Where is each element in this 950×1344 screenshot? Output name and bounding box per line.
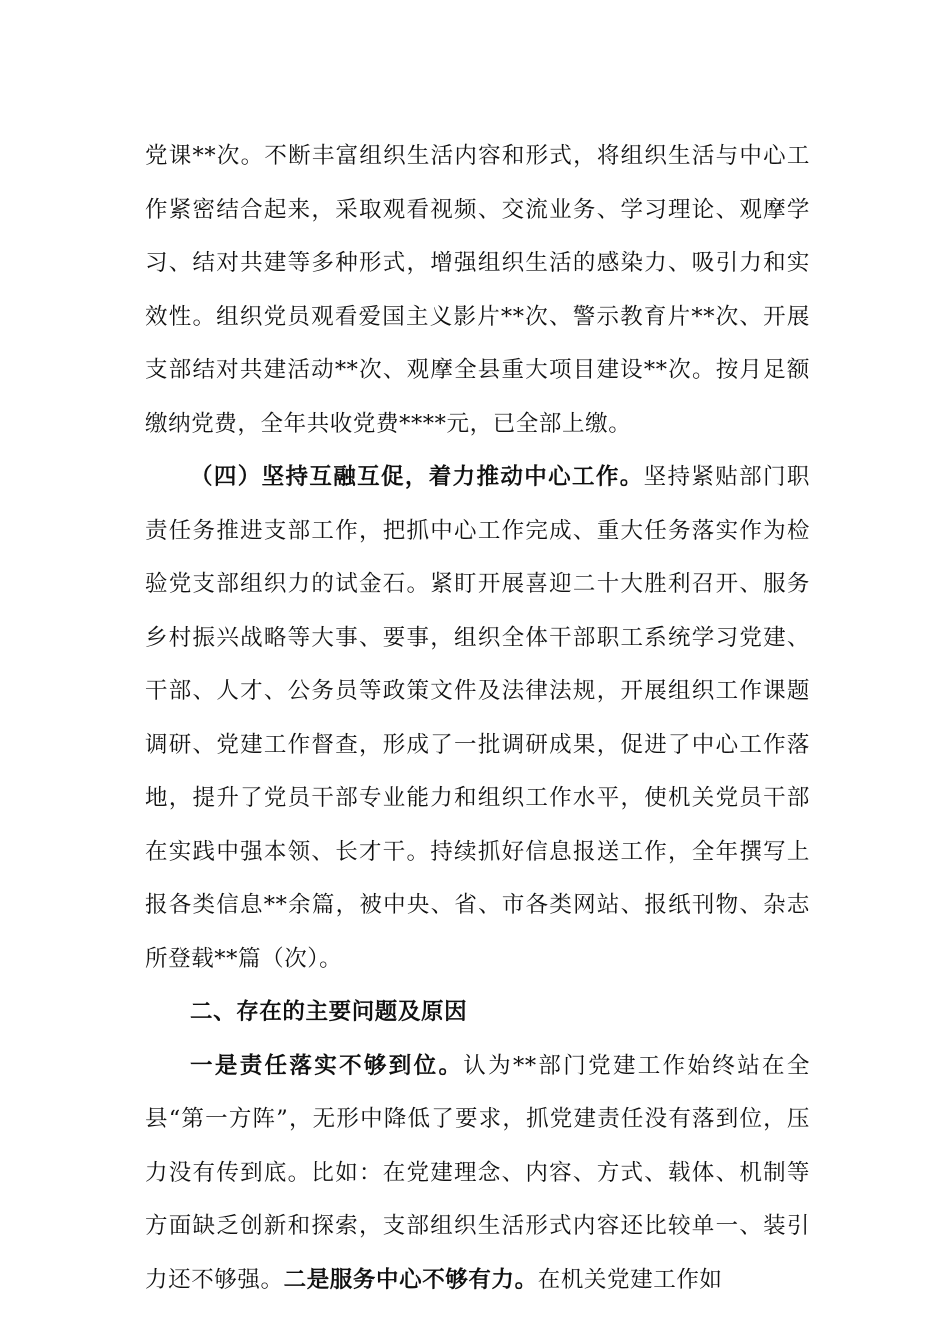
paragraph-central-work: [145, 451, 810, 986]
paragraph-lead-heading: （四）坚持互融互促，着力推动中心工作。: [190, 464, 644, 490]
paragraph-lead-heading: 一是责任落实不够到位。: [190, 1052, 464, 1079]
paragraph-text: 党课**次。不断丰富组织生活内容和形式，将组织生活与中心工作紧密结合起来，采取观看视频、交流业务、学习理论、观摩学习、结对共建等多种形式，增强组织生活的感染力、吸引力和实效性。组织党员观看爱国主义影片**次、警示教育片**次、开展支部结对共建活动**次、观摩全县重大项目建设**次。按月足额缴纳党费，全年共收党费****元，已全部上缴。: [145, 143, 810, 437]
paragraph-problems: [145, 1040, 810, 1308]
document-body: [145, 130, 810, 1307]
paragraph-text: 坚持紧贴部门职责任务推进支部工作，把抓中心工作完成、重大任务落实作为检验党支部组织力的试金石。紧盯开展喜迎二十大胜利召开、服务乡村振兴战略等大事、要事，组织全体干部职工系统学习党建、干部、人才、公务员等政策文件及法律法规，开展组织工作课题调研、党建工作督查，形成了一批调研成果，促进了中心工作落地，提升了党员干部专业能力和组织工作水平，使机关党员干部在实践中强本领、长才干。持续抓好信息报送工作，全年撰写上报各类信息**余篇，被中央、省、市各类网站、报纸刊物、杂志所登载**篇（次）。: [145, 464, 810, 972]
paragraph-text: 认为**部门党建工作始终站在全县“第一方阵”，无形中降低了要求，抓党建责任没有落到位，压力没有传到底。比如：在党建理念、内容、方式、载体、机制等方面缺乏创新和探索，支部组织生活形式内容还比较单一、装引力还不够强。: [145, 1052, 810, 1293]
paragraph-text: 在机关党建工作如: [537, 1266, 723, 1293]
section-heading: 二、存在的主要问题及原因: [190, 999, 468, 1025]
paragraph-party-lessons: [145, 130, 810, 451]
paragraph-lead-heading: 二是服务中心不够有力。: [283, 1266, 538, 1293]
